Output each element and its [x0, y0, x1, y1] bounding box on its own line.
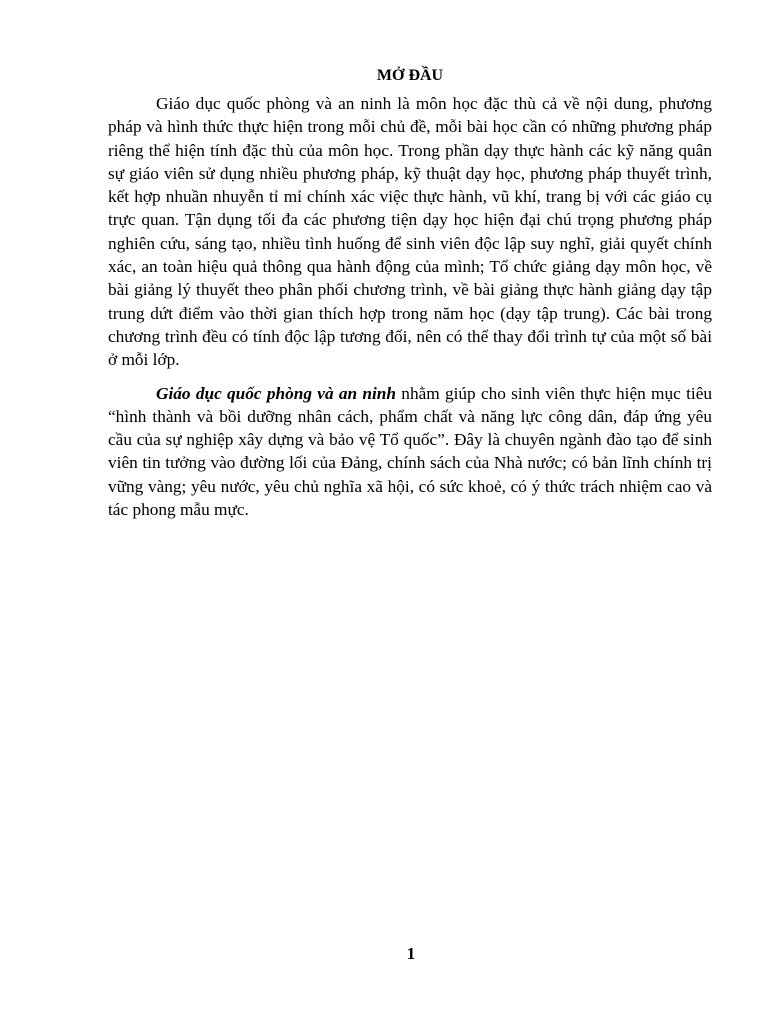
paragraph-goals: [108, 382, 712, 522]
document-page: [108, 66, 712, 521]
page-number: 1: [406, 944, 416, 963]
paragraph-goals-lead: Giáo dục quốc phòng và an ninh: [156, 383, 397, 403]
paragraph-intro: Giáo dục quốc phòng và an ninh là môn học đặc thù cả về nội dung, phương pháp và hình thức thực hiện trong mỗi chủ đề, mỗi bài học cần có những phương pháp riêng thể hiện tính đặc thù của môn học. Trong phần dạy thực hành các kỹ năng quân sự giáo viên sử dụng nhiều phương pháp, kỹ thuật dạy học, phương pháp thuyết trình, kết hợp nhuần nhuyễn tỉ mỉ chính xác việc thực hành, vũ khí, trang bị với các giáo cụ trực quan. Tận dụng tối đa các phương tiện dạy học hiện đại chú trọng phương pháp nghiên cứu, sáng tạo, nhiều tình huống để sinh viên độc lập suy nghĩ, giải quyết chính xác, an toàn hiệu quả thông qua hành động của mình; Tổ chức giảng dạy môn học, về bài giảng lý thuyết theo phân phối chương trình, về bài giảng thực hành giảng dạy tập trung dứt điểm vào thời gian thích hợp trong năm học (dạy tập trung). Các bài trong chương trình đều có tính độc lập tương đối, nên có thể thay đổi trình tự của một số bài ở mỗi lớp.: [108, 94, 712, 370]
document-heading: MỞ ĐẦU: [376, 67, 444, 84]
paragraph-goals-body: nhằm giúp cho sinh viên thực hiện mục tiêu “hình thành và bồi dưỡng nhân cách, phẩm chất và năng lực công dân, đáp ứng yêu cầu của sự nghiệp xây dựng và bảo vệ Tổ quốc”. Đây là chuyên ngành đào tạo để sinh viên tin tưởng vào đường lối của Đảng, chính sách của Nhà nước; có bản lĩnh chính trị vững vàng; yêu nước, yêu chủ nghĩa xã hội, có sức khoẻ, có ý thức trách nhiệm cao và tác phong mẫu mực.: [108, 383, 712, 520]
